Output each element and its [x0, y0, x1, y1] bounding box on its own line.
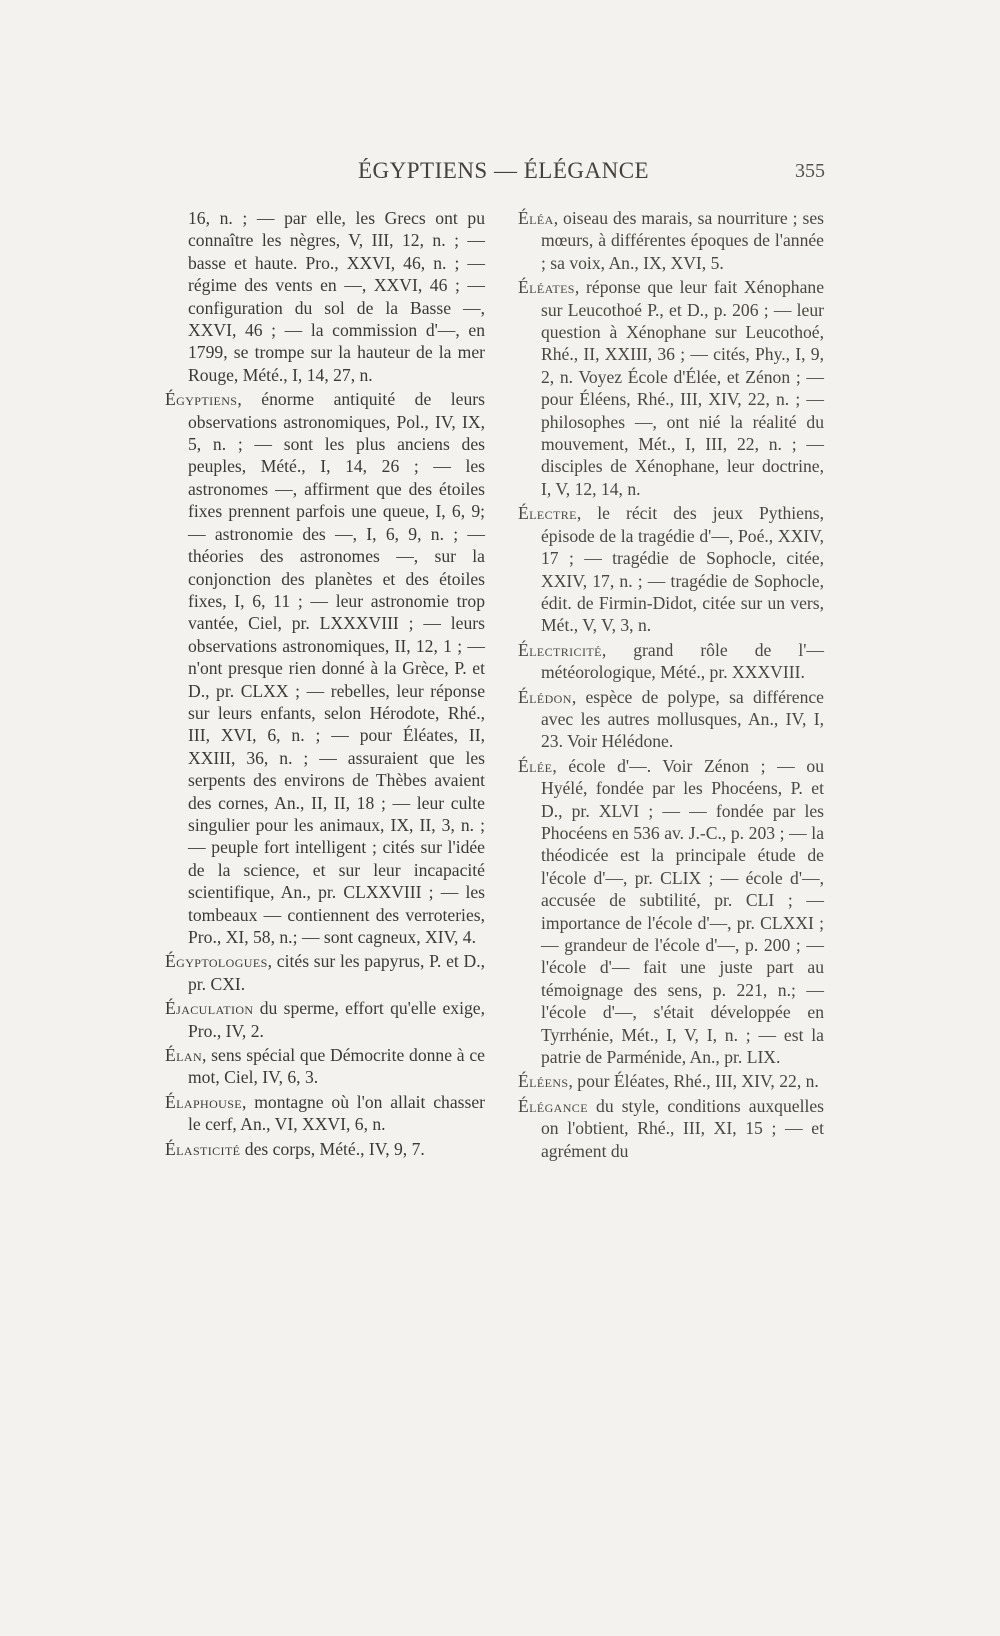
entry-headword: Élée — [518, 755, 553, 776]
entry-text: du sperme, effort qu'elle exige, Pro., IV, 2. — [188, 998, 485, 1041]
index-entry — [165, 1091, 485, 1136]
index-entry — [518, 1070, 824, 1092]
entry-headword: Égyptologues — [165, 951, 268, 972]
entry-headword: Élaphouse — [165, 1091, 243, 1112]
entry-text: , sens spécial que Démocrite donne à ce mot, Ciel, IV, 6, 3. — [188, 1045, 485, 1088]
running-title: ÉGYPTIENS — ÉLÉGANCE — [358, 158, 650, 183]
entry-headword: Éléates — [518, 277, 575, 298]
index-entry — [165, 1138, 485, 1160]
entry-headword: Élasticité — [165, 1138, 241, 1159]
entry-text: du style, conditions auxquelles on l'obtient, Rhé., III, XI, 15 ; — et agrément du — [541, 1095, 824, 1161]
index-column-left — [165, 207, 485, 1162]
index-entry — [518, 1095, 824, 1162]
index-entry — [518, 502, 824, 636]
entry-headword: Éjaculation — [165, 998, 254, 1019]
index-entry — [518, 207, 824, 274]
entry-text: , réponse que leur fait Xénophane sur Leucothoé P., et D., p. 206 ; — leur question à Xénophane sur Leucothoé, Rhé., II, XXIII, 36 ; — cités, Phy., I, 9, 2, n. Voyez École d'Élée, et Zénon ; — pour Éléens, Rhé., III, XIV, 22, n. ; — philosophes —, ont nié la réalité du mouvement, Mét., I, III, 22, n. ; — disciples de Xénophane, leur doctrine, I, V, 12, 14, n. — [541, 277, 824, 499]
entry-text: 16, n. ; — par elle, les Grecs ont pu connaître les nègres, V, III, 12, n. ; — basse et haute. Pro., XXVI, 46, n. ; — régime des vents en —, XXVI, 46 ; — configuration du sol de la Basse —, XXVI, 46 ; — la commission d'—, en 1799, se trompe sur la hauteur de la mer Rouge, Mété., I, 14, 27, n. — [188, 208, 485, 385]
entry-text: , énorme antiquité de leurs observations astronomiques, Pol., IV, IX, 5, n. ; — sont les plus anciens des peuples, Mété., I, 14, 26 ; — les astronomes —, affirment que des étoiles fixes prennent parfois une queue, I, 6, 9; — astronomie des —, I, 6, 9, n. ; — théories des astronomes —, sur la conjonction des planètes et des étoiles fixes, I, 6, 11 ; — leur astronomie trop vantée, Ciel, pr. LXXXVIII ; — leurs observations astronomiques, II, 12, 1 ; — n'ont presque rien donné à la Grèce, P. et D., pr. CLXX ; — rebelles, leur réponse sur leurs enfants, selon Hérodote, Rhé., III, XVI, 6, n. ; — pour Éléates, II, XXIII, 36, n. ; — assuraient que les serpents des environs de Thèbes avaient des cornes, An., II, II, 18 ; — leur culte singulier pour les animaux, IX, II, 3, n. ; — peuple fort intelligent ; cités sur l'idée de la science, et sur leur incapacité scientifique, An., pr. CLXXVIII ; — les tombeaux — contiennent des verroteries, Pro., XI, 58, n.; — sont cagneux, XIV, 4. — [188, 389, 485, 947]
index-entry — [165, 950, 485, 995]
entry-headword: Égyptiens — [165, 389, 238, 410]
entry-headword: Élan — [165, 1045, 203, 1066]
index-entry-continuation — [165, 207, 485, 386]
entry-headword: Électre — [518, 503, 577, 524]
index-entry — [518, 755, 824, 1069]
index-entry — [518, 686, 824, 753]
entry-text: , cités sur les papyrus, P. et D., pr. CXI. — [188, 951, 485, 994]
index-entry — [165, 1044, 485, 1089]
index-entry — [165, 388, 485, 948]
running-header — [163, 158, 827, 188]
entry-headword: Électricité — [518, 639, 602, 660]
index-entry — [518, 639, 824, 684]
index-entry — [165, 997, 485, 1042]
entry-text: , montagne où l'on allait chasser le cerf, An., VI, XXVI, 6, n. — [188, 1091, 485, 1135]
entry-headword: Éléens — [518, 1071, 569, 1092]
index-entry — [518, 276, 824, 500]
entry-text: , grand rôle de l'— météorologique, Mété., pr. XXXVIII. — [541, 639, 824, 683]
entry-text: , le récit des jeux Pythiens, épisode de la tragédie d'—, Poé., XXIV, 17 ; — tragédie de Sophocle, citée, XXIV, 17, n. ; — tragédie de Sophocle, édit. de Firmin-Didot, citée sur un vers, Mét., V, V, 3, n. — [541, 503, 824, 636]
page-number: 355 — [795, 160, 825, 182]
entry-text: , oiseau des marais, sa nourriture ; ses mœurs, à différentes époques de l'année ; sa voix, An., IX, XVI, 5. — [541, 208, 824, 273]
entry-headword: Éléa — [518, 208, 554, 228]
entry-headword: Élégance — [518, 1095, 588, 1116]
entry-text: , école d'—. Voir Zénon ; — ou Hyélé, fondée par les Phocéens, P. et D., pr. XLVI ; — — fondée par les Phocéens en 536 av. J.-C., p. 203 ; — la théodicée est la principale étude de l'école d'—, pr. CLIX ; — école d'—, accusée de subtilité, pr. CLI ; — importance de l'école d'—, pr. CLXXI ; — grandeur de l'école d'—, p. 200 ; — l'école d'— fait une juste part au témoignage des sens, p. 221, n.; — l'école d'—, s'était développée en Tyrrhénie, Mét., I, V, I, n. ; — est la patrie de Parménide, An., pr. LIX. — [541, 755, 824, 1068]
entry-headword: Élédon — [518, 686, 572, 707]
entry-text: , espèce de polype, sa différence avec les autres mollusques, An., IV, I, 23. Voir Hélédone. — [541, 686, 824, 752]
index-column-right — [518, 207, 824, 1164]
entry-text: , pour Éléates, Rhé., III, XIV, 22, n. — [568, 1071, 819, 1092]
entry-text: des corps, Mété., IV, 9, 7. — [240, 1138, 425, 1159]
